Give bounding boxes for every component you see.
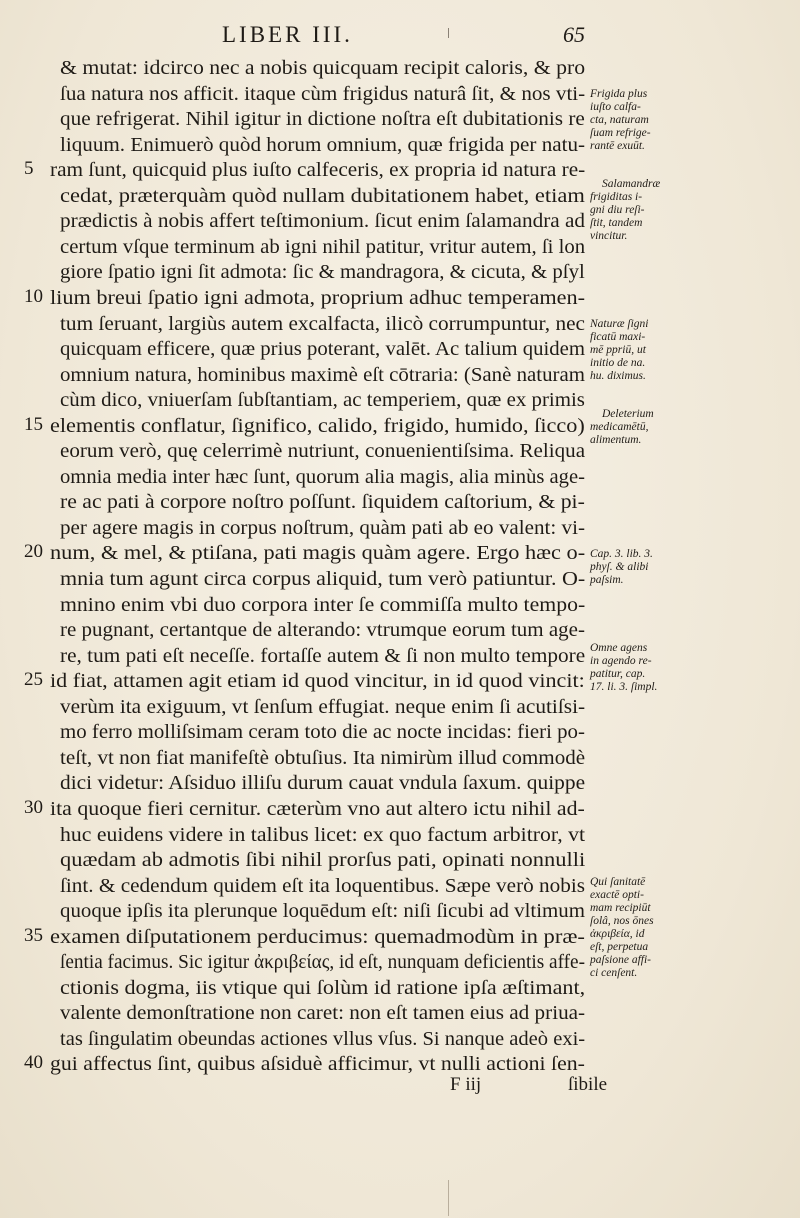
marginal-note: rantē exuūt.	[590, 140, 645, 152]
text-line	[0, 874, 800, 899]
text-line	[0, 848, 800, 873]
line-text: ſentia facimus. Sic igitur ἀκριβείας, id eſt, nunquam deficientis affe-	[60, 952, 586, 974]
marginal-note: phyſ. & alibi	[590, 561, 649, 573]
text-line	[0, 1027, 800, 1052]
line-text: valente demonſtratione non caret: non eſt tamen eius ad priua-	[60, 1003, 586, 1025]
line-text: gui affectus ſint, quibus aſsiduè afficimur, vt nulli actioni ſen-	[50, 1054, 585, 1076]
line-number: 30	[24, 796, 43, 818]
line-text: mo ferro molliſsimam ceram toto die ac nocte incidas: fieri po-	[60, 722, 585, 744]
text-line	[0, 720, 800, 745]
line-text: cùm dico, vniuerſam ſubſtantiam, ac temperiem, quæ ex primis	[60, 390, 585, 412]
text-line	[0, 976, 800, 1001]
text-line	[0, 669, 800, 694]
marginal-note: paſsim.	[590, 574, 624, 586]
text-line	[0, 695, 800, 720]
text-line	[0, 439, 800, 464]
text-line	[0, 771, 800, 796]
line-text: mnia tum agunt circa corpus aliquid, tum verò patiuntur. O-	[60, 569, 586, 590]
text-line	[0, 388, 800, 413]
text-line	[0, 593, 800, 618]
text-line	[0, 312, 800, 337]
marginal-note: medicamētū,	[590, 421, 649, 433]
marginal-note: Cap. 3. lib. 3.	[590, 548, 653, 560]
line-number: 25	[24, 669, 43, 691]
marginal-note: patitur, cap.	[590, 668, 646, 680]
line-number: 35	[24, 924, 43, 946]
marginal-note: gni diu reſi-	[590, 204, 645, 216]
line-text: re ac pati à corpore noſtro poſſunt. ſiquidem caſtorium, & pi-	[60, 492, 585, 514]
line-text: eorum verò, quę celerrimè nutriunt, conuenientiſsima. Reliqua	[60, 441, 586, 463]
line-text: lium breui ſpatio igni admota, proprium adhuc temperamen-	[50, 287, 586, 309]
marginal-note: Naturæ ſigni	[590, 318, 649, 330]
line-text: dici videtur: Aſsiduo illiſu durum cauat vndula ſaxum. quippe	[60, 773, 586, 795]
line-text: ſint. & cedendum quidem eſt ita loquentibus. Sæpe verò nobis	[60, 875, 586, 897]
line-text: quædam ab admotis ſibi nihil prorſus pati, opinati nonnulli	[60, 850, 586, 872]
text-line	[0, 133, 800, 158]
running-head	[0, 18, 800, 54]
line-text: ſua natura nos afficit. itaque cùm frigidus naturâ ſit, & nos vti-	[60, 83, 586, 105]
text-line	[0, 286, 800, 311]
line-text: ctionis dogma, iis vtique qui ſolùm id ratione ipſa æſtimant,	[60, 977, 586, 999]
printer-mark	[448, 28, 449, 38]
page-number: 65	[563, 22, 585, 47]
line-text: tum ſeruant, largiùs autem excalfacta, ilicò corrumpuntur, nec	[60, 313, 585, 335]
marginal-note: mam recipiūt	[590, 902, 651, 914]
line-text: per agere magis in corpus noſtrum, quàm pati ab eo valent: vi-	[60, 517, 585, 539]
line-number: 20	[24, 541, 43, 563]
catchword: ſibile	[568, 1074, 608, 1095]
line-text: verùm ita exiguum, vt ſenſum effugiat. neque enim ſi acutiſsi-	[60, 696, 586, 718]
line-text: giore ſpatio igni ſit admota: ſic & mandragora, & cicuta, & pſyl	[60, 262, 585, 284]
page-footer	[0, 1074, 800, 1104]
text-line	[0, 56, 800, 81]
text-line	[0, 363, 800, 388]
line-text: omnium natura, hominibus maximè eſt cōtraria: (Sanè naturam	[60, 364, 585, 386]
marginal-note: Qui ſanitatē	[590, 876, 646, 888]
marginal-note: vincitur.	[590, 230, 628, 242]
marginal-note: Salamandræ	[602, 178, 661, 190]
line-number: 10	[24, 285, 43, 307]
text-line	[0, 925, 800, 950]
text-line	[0, 260, 800, 285]
line-text: mnino enim vbi duo corpora inter ſe commiſſa multo tempo-	[60, 594, 586, 616]
line-text: examen diſputationem perducimus: quemadmodùm in præ-	[50, 926, 585, 948]
marginal-note: eſt, perpetua	[590, 941, 649, 953]
text-line	[0, 797, 800, 822]
marginal-note: iuſto calfa-	[590, 101, 641, 113]
marginal-note: in agendo re-	[590, 655, 652, 667]
marginal-note: Deleterium	[602, 408, 654, 420]
line-text: elementis conflatur, ſignifico, calido, frigido, humido, ſicco)	[50, 415, 585, 437]
line-text: re pugnant, certantque de alterando: vtrumque eorum tum age-	[60, 620, 585, 642]
line-text: ram ſunt, quicquid plus iuſto calfeceris, ex propria id natura re-	[50, 160, 586, 182]
marginal-note: ſuam refrige-	[590, 127, 651, 139]
line-number: 15	[24, 413, 43, 435]
marginal-note: 17. li. 3. ſimpl.	[590, 681, 658, 693]
line-text: re, tum pati eſt neceſſe. fortaſſe autem & ſi non multo tempore	[60, 645, 586, 667]
text-line	[0, 490, 800, 515]
marginal-note: hu. diximus.	[590, 370, 646, 382]
marginal-note: alimentum.	[590, 434, 642, 446]
text-line	[0, 465, 800, 490]
line-text: id fiat, attamen agit etiam id quod vincitur, in id quod vincit:	[50, 671, 585, 693]
signature-mark: F iij	[450, 1074, 482, 1095]
text-line	[0, 644, 800, 669]
line-text: ita quoque fieri cernitur. cæterùm vno aut altero ictu nihil ad-	[50, 798, 585, 820]
marginal-note: frigiditas i-	[590, 191, 643, 203]
text-line	[0, 337, 800, 362]
line-text: cedat, præterquàm quòd nullam dubitationem habet, etiam	[60, 185, 585, 207]
text-line	[0, 516, 800, 541]
marginal-note: initio de na.	[590, 357, 646, 369]
line-text: teſt, vt non fiat manifeſtè obtuſius. Ita nimirùm illud commodè	[60, 747, 586, 769]
line-text: certum vſque terminum ab igni nihil patitur, vritur autem, ſi lon	[60, 236, 586, 258]
marginal-note: ci cenſent.	[590, 967, 638, 979]
text-line	[0, 184, 800, 209]
line-text: prædictis à nobis affert teſtimonium. ſicut enim ſalamandra ad	[60, 211, 586, 233]
marginal-note: ſolâ, nos ōnes	[590, 915, 654, 927]
line-text: quicquam efficere, quæ prius poterant, valēt. Ac talium quidem	[60, 339, 586, 361]
marginal-note: exactē opti-	[590, 889, 644, 901]
marginal-note: paſsione affi-	[590, 954, 652, 966]
line-text: quoque ipſis ita plerunque loquēdum eſt: niſi ſicubi ad vltimum	[60, 901, 585, 923]
text-line	[0, 158, 800, 183]
text-line	[0, 107, 800, 132]
text-line	[0, 746, 800, 771]
line-text: tas ſingulatim obeundas actiones vllus vſus. Si nanque adeò exi-	[60, 1028, 586, 1050]
marginal-note: mē ppriū, ut	[590, 344, 646, 356]
line-text: omnia media inter hæc ſunt, quorum alia magis, alia minùs age-	[60, 466, 585, 488]
line-number: 5	[24, 158, 34, 180]
marginal-note: ſtit, tandem	[590, 217, 643, 229]
marginal-note: Frigida plus	[590, 88, 648, 100]
page-crease	[448, 1180, 449, 1216]
text-line	[0, 950, 800, 975]
text-line	[0, 1001, 800, 1026]
line-number: 40	[24, 1052, 43, 1074]
text-line	[0, 899, 800, 924]
marginal-note: Omne agens	[590, 642, 648, 654]
marginal-note: cta, naturam	[590, 114, 649, 126]
line-text: num, & mel, & ptiſana, pati magis quàm agere. Ergo hæc o-	[50, 543, 586, 565]
text-line	[0, 414, 800, 439]
text-line	[0, 82, 800, 107]
text-line	[0, 235, 800, 260]
text-line	[0, 209, 800, 234]
text-line	[0, 823, 800, 848]
line-text: huc euidens videre in talibus licet: ex quo factum arbitror, vt	[60, 824, 586, 846]
line-text: que refrigerat. Nihil igitur in dictione noſtra eſt dubitationis re	[60, 109, 585, 131]
text-line	[0, 567, 800, 592]
line-text: & mutat: idcirco nec a nobis quicquam recipit caloris, & pro	[60, 58, 586, 79]
text-line	[0, 618, 800, 643]
text-line	[0, 541, 800, 566]
running-head-title: LIBER III.	[222, 22, 353, 47]
line-text: liquum. Enimuerò quòd horum omnium, quæ frigida per natu-	[60, 134, 586, 156]
marginal-note: ἀκριβεία, id	[590, 928, 645, 940]
marginal-note: ficatū maxi-	[590, 331, 646, 343]
